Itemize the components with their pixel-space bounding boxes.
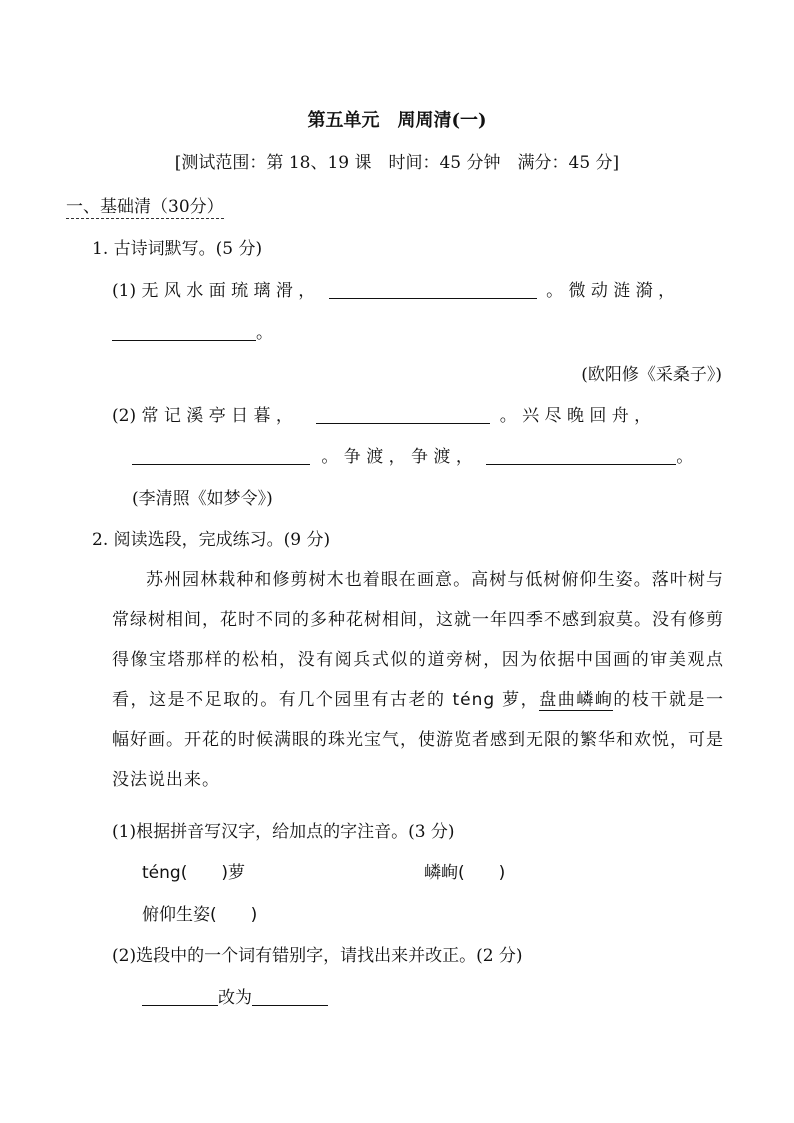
question-2-heading: 2. 阅读选段，完成练习。(9 分) [92, 530, 331, 550]
test-scope-line: [测试范围：第 18、19 课 时间：45 分钟 满分：45 分] [174, 153, 620, 173]
poem-1-end: 。 [256, 323, 273, 343]
poem-2-end: 。 [676, 447, 694, 467]
answer-blank-5[interactable] [486, 446, 676, 465]
poem-2-text-b: 。 兴 尽 晚 回 舟 ， [499, 406, 652, 426]
passage-text-b: 的枝干就是一幅好画。开花的时候满眼的珠光宝气，使游览者感到无限的繁华和欢悦，可是没法说出来。 [112, 690, 725, 790]
answer-blank-3[interactable] [316, 405, 490, 424]
section-heading-basics: 一、基础清（30分） [66, 192, 224, 219]
wrong-char-blank[interactable] [142, 987, 218, 1006]
pinyin-item-linxun[interactable]: 嶙峋( ) [424, 863, 506, 883]
page-title: 第五单元 周周清(一) [307, 110, 487, 131]
question-1-part-2-line-2 [132, 442, 693, 467]
poem-2-text-a: (2) 常 记 溪 亭 日 暮 ， [112, 406, 293, 426]
correction-line [142, 983, 328, 1008]
poem-2-source: (李清照《如梦令》) [132, 489, 273, 509]
passage-underlined-word: 盘曲嶙峋 [539, 690, 614, 710]
question-1-part-1-line-2 [112, 318, 273, 343]
pinyin-item-teng[interactable]: téng( )萝 [142, 863, 245, 883]
poem-1-text-b: 。 微 动 涟 漪 ， [546, 281, 676, 301]
correction-label: 改为 [218, 988, 252, 1008]
reading-passage [112, 560, 724, 800]
answer-blank-1[interactable] [329, 280, 537, 299]
poem-1-text-a: (1) 无 风 水 面 琉 璃 滑 ， [112, 281, 316, 301]
poem-2-text-c: 。 争 渡 ， 争 渡 ， [321, 447, 473, 467]
question-1-part-1-line [112, 276, 675, 301]
passage-text-a: 苏州园林栽种和修剪树木也着眼在画意。高树与低树俯仰生姿。落叶树与常绿树相间，花时不同的多种花树相间，这就一年四季不感到寂莫。没有修剪得像宝塔那样的松柏，没有阅兵式似的道旁树，因为依据中国画的审美观点看，这是不足取的。有几个园里有古老的 téng 萝， [112, 570, 724, 710]
pinyin-item-fuyang[interactable]: 俯仰生姿( ) [142, 905, 258, 925]
poem-1-source: (欧阳修《采桑子》) [581, 365, 722, 385]
question-2-sub-2: (2)选段中的一个词有错别字，请找出来并改正。(2 分) [112, 946, 523, 966]
question-1-heading: 1. 古诗词默写。(5 分) [92, 239, 263, 259]
answer-blank-4[interactable] [132, 446, 310, 465]
answer-blank-2[interactable] [112, 322, 256, 341]
question-2-sub-1: (1)根据拼音写汉字，给加点的字注音。(3 分) [112, 822, 455, 842]
corrected-char-blank[interactable] [252, 987, 328, 1006]
question-1-part-2-line [112, 401, 651, 426]
